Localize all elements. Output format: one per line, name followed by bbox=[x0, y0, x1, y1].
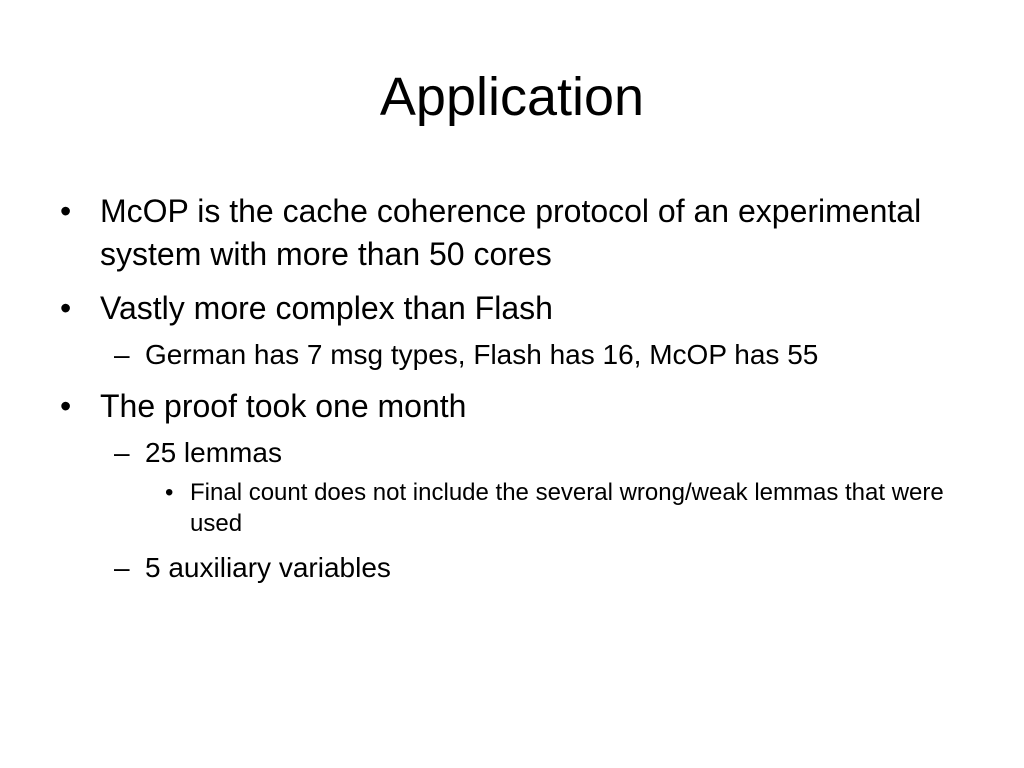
bullet-list bbox=[57, 190, 987, 598]
sub-sub-bullet-item bbox=[57, 477, 987, 539]
dash-marker: – bbox=[114, 552, 130, 583]
bullet-item bbox=[57, 385, 987, 428]
sub-bullet-item bbox=[57, 337, 987, 373]
bullet-text: McOP is the cache coherence protocol of an experimental system with more than 50 cores bbox=[100, 193, 922, 272]
sub-bullet-text: German has 7 msg types, Flash has 16, McOP has 55 bbox=[145, 339, 819, 370]
sub-bullet-item bbox=[57, 435, 987, 471]
bullet-text: Vastly more complex than Flash bbox=[100, 290, 553, 326]
sub-bullet-item bbox=[57, 550, 987, 586]
bullet-item bbox=[57, 287, 987, 330]
bullet-marker: • bbox=[165, 479, 174, 506]
sub-sub-bullet-text: Final count does not include the several wrong/weak lemmas that were used bbox=[190, 479, 944, 537]
dash-marker: – bbox=[114, 437, 130, 468]
bullet-marker: • bbox=[60, 388, 72, 424]
bullet-marker: • bbox=[60, 193, 72, 229]
slide-title: Application bbox=[379, 67, 645, 127]
bullet-marker: • bbox=[60, 290, 72, 326]
sub-bullet-text: 5 auxiliary variables bbox=[145, 552, 391, 583]
dash-marker: – bbox=[114, 339, 130, 370]
bullet-item bbox=[57, 190, 987, 276]
bullet-text: The proof took one month bbox=[100, 388, 467, 424]
sub-bullet-text: 25 lemmas bbox=[145, 437, 282, 468]
